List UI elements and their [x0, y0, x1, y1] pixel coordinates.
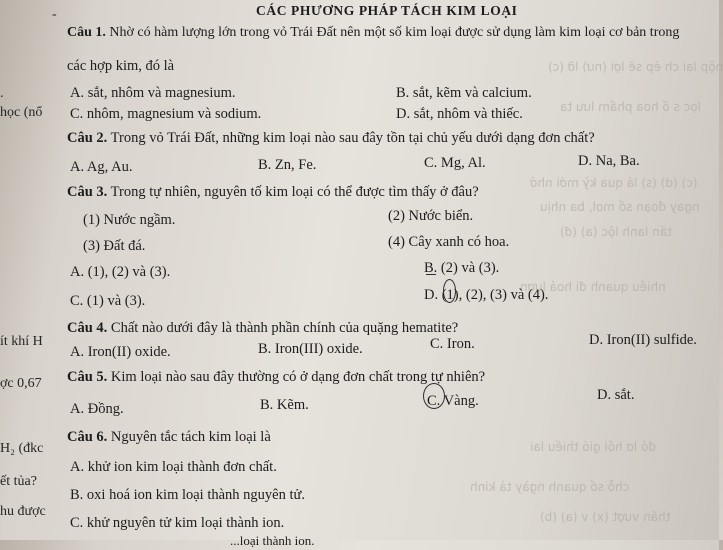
- left-fragment-4: ợc 0,67: [0, 376, 42, 391]
- left-fragment-2: học (nổ: [0, 105, 43, 120]
- answer-mark-underline: [426, 274, 436, 275]
- question-text: Chất nào dưới đây là thành phần chính của quặng hematite?: [110, 320, 459, 336]
- q6-option-c: C. khử nguyên tử kim loại thành ion.: [70, 515, 285, 531]
- page-title: CÁC PHƯƠNG PHÁP TÁCH KIM LOẠI: [256, 3, 518, 18]
- question-label: Câu 4.: [67, 320, 108, 336]
- q2-option-b: B. Zn, Fe.: [258, 157, 317, 173]
- q3-option-b: B. (2) và (3).: [424, 260, 500, 276]
- question-label: Câu 3.: [67, 184, 108, 200]
- q3-item-3: (3) Đất đá.: [83, 238, 146, 254]
- q1-option-d: D. sắt, nhôm và thiếc.: [396, 106, 523, 122]
- question-text: Nhờ có hàm lượng lớn trong vỏ Trái Đất nên một số kim loại được sử dụng làm kim loại cơ bản trong: [109, 25, 680, 40]
- q4-option-b: B. Iron(III) oxide.: [258, 341, 363, 357]
- left-fragment-3: ít khí H: [0, 334, 43, 349]
- q6-option-b: B. oxi hoá ion kim loại thành nguyên tử.: [70, 487, 306, 503]
- q6-option-d: ...loại thành ion.: [230, 533, 315, 548]
- q2-option-a: A. Ag, Au.: [70, 159, 133, 175]
- q5-option-c: C. Vàng.: [427, 393, 479, 409]
- question-3: [67, 183, 479, 201]
- question-text: Kim loại nào sau đây thường có ở dạng đơn chất trong tự nhiên?: [110, 369, 486, 385]
- q2-option-d: D. Na, Ba.: [578, 153, 640, 169]
- q5-option-b: B. Kẽm.: [260, 397, 309, 413]
- answer-circle-mark: [443, 279, 456, 303]
- q1-option-c: C. nhôm, magnesium và sodium.: [70, 106, 262, 122]
- question-text: Trong vỏ Trái Đất, những kim loại nào sau đây tồn tại chủ yếu dưới dạng đơn chất?: [110, 130, 595, 146]
- q3-option-d: D. (1), (2), (3) và (4).: [424, 287, 549, 303]
- question-2: [67, 129, 595, 147]
- question-5: [67, 368, 485, 386]
- answer-circle-mark: [423, 383, 445, 409]
- q2-option-c: C. Mg, Al.: [424, 155, 486, 171]
- question-1-cont: các hợp kim, đó là: [67, 58, 175, 74]
- question-4: [67, 319, 458, 337]
- q1-option-a: A. sắt, nhôm và magnesium.: [70, 85, 236, 101]
- question-label: Câu 1.: [67, 25, 106, 40]
- question-text: Nguyên tắc tách kim loại là: [110, 429, 271, 445]
- left-fragment-corner: -: [52, 7, 57, 22]
- question-label: Câu 5.: [67, 369, 108, 385]
- question-label: Câu 6.: [67, 429, 108, 445]
- q3-option-a: A. (1), (2) và (3).: [70, 264, 171, 280]
- q4-option-a: A. Iron(II) oxide.: [70, 344, 171, 360]
- q3-item-2: (2) Nước biển.: [388, 208, 474, 224]
- q3-item-4: (4) Cây xanh có hoa.: [388, 234, 510, 250]
- q5-option-a: A. Đồng.: [70, 401, 124, 417]
- q5-option-d: D. sắt.: [597, 387, 635, 403]
- q6-option-a: A. khử ion kim loại thành đơn chất.: [70, 459, 277, 475]
- q3-option-c: C. (1) và (3).: [70, 293, 146, 309]
- question-label: Câu 2.: [67, 130, 108, 146]
- left-fragment-7: hu được: [0, 504, 46, 519]
- q4-option-c: C. Iron.: [430, 336, 475, 352]
- question-6: [67, 428, 271, 446]
- q4-option-d: D. Iron(II) sulfide.: [589, 332, 697, 348]
- question-text: Trong tự nhiên, nguyên tố kim loại có thể được tìm thấy ở đâu?: [110, 184, 479, 200]
- q3-item-1: (1) Nước ngầm.: [83, 212, 176, 228]
- question-1: [67, 24, 679, 42]
- q1-option-b: B. sắt, kẽm và calcium.: [396, 85, 532, 101]
- left-fragment-1: .: [0, 86, 4, 101]
- left-fragment-5: H₂ (đkc: [0, 441, 44, 456]
- left-fragment-6: ết tủa?: [0, 474, 37, 489]
